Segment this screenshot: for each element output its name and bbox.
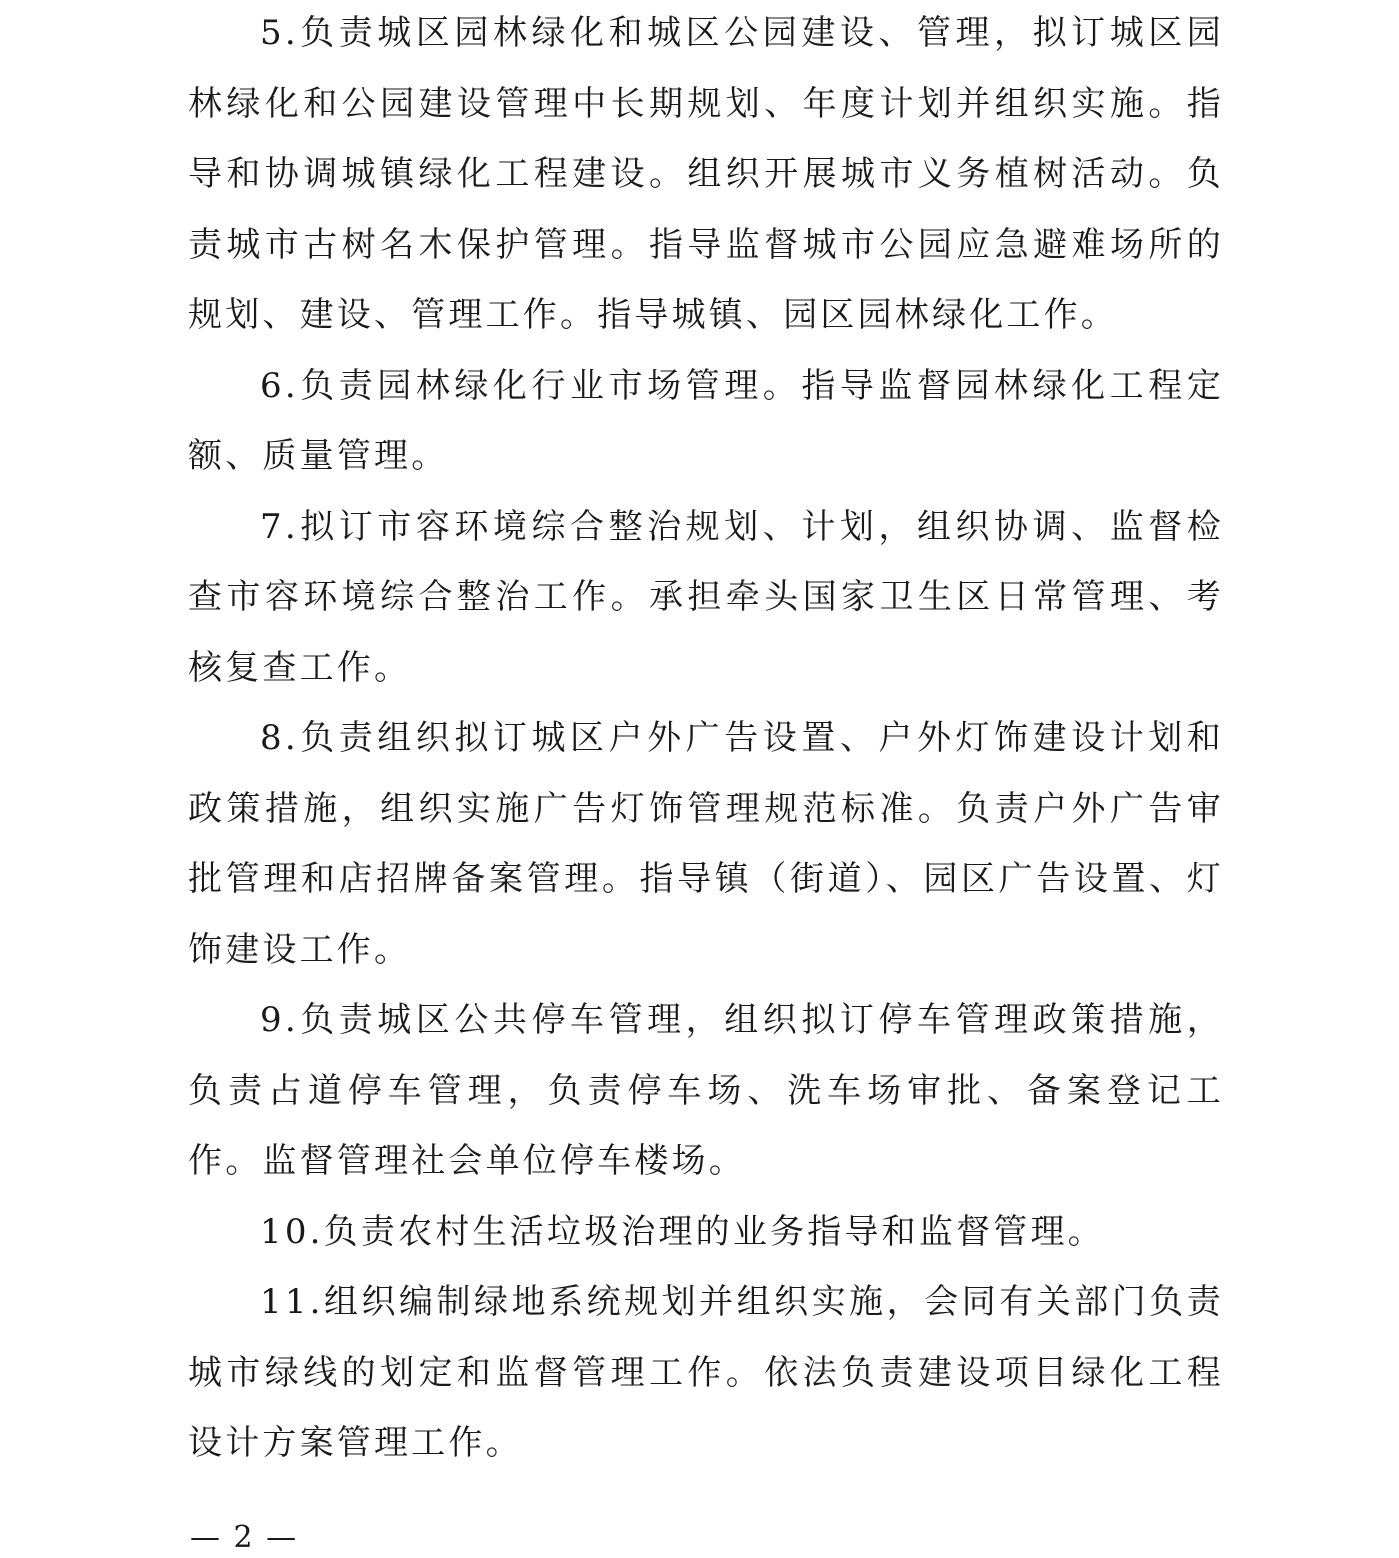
paragraph-item-10: 10.负责农村生活垃圾治理的业务指导和监督管理。 (260, 1211, 1105, 1252)
document-body (188, 0, 1224, 1479)
paragraph-item-11: 11.组织编制绿地系统规划并组织实施，会同有关部门负责城市绿线的划定和监督管理工作。依法负责建设项目绿化工程设计方案管理工作。 (188, 1282, 1224, 1463)
paragraph-item-7: 7.拟订市容环境综合整治规划、计划，组织协调、监督检查市容环境综合整治工作。承担牵头国家卫生区日常管理、考核复查工作。 (188, 506, 1224, 688)
page-number: — 2 — (190, 1520, 299, 1555)
paragraph-item-6: 6.负责园林绿化行业市场管理。指导监督园林绿化工程定额、质量管理。 (188, 365, 1224, 476)
paragraph-item-9: 9.负责城区公共停车管理，组织拟订停车管理政策措施，负责占道停车管理，负责停车场、洗车场审批、备案登记工作。监督管理社会单位停车楼场。 (188, 1000, 1224, 1181)
paragraph-item-5: 5.负责城区园林绿化和城区公园建设、管理，拟订城区园林绿化和公园建设管理中长期规划、年度计划并组织实施。指导和协调城镇绿化工程建设。组织开展城市义务植树活动。负责城市古树名木保护管理。指导监督城市公园应急避难场所的规划、建设、管理工作。指导城镇、园区园林绿化工作。 (188, 13, 1224, 335)
paragraph-item-8: 8.负责组织拟订城区户外广告设置、户外灯饰建设计划和政策措施，组织实施广告灯饰管理规范标准。负责户外广告审批管理和店招牌备案管理。指导镇（街道）、园区广告设置、灯饰建设工作。 (188, 718, 1224, 970)
